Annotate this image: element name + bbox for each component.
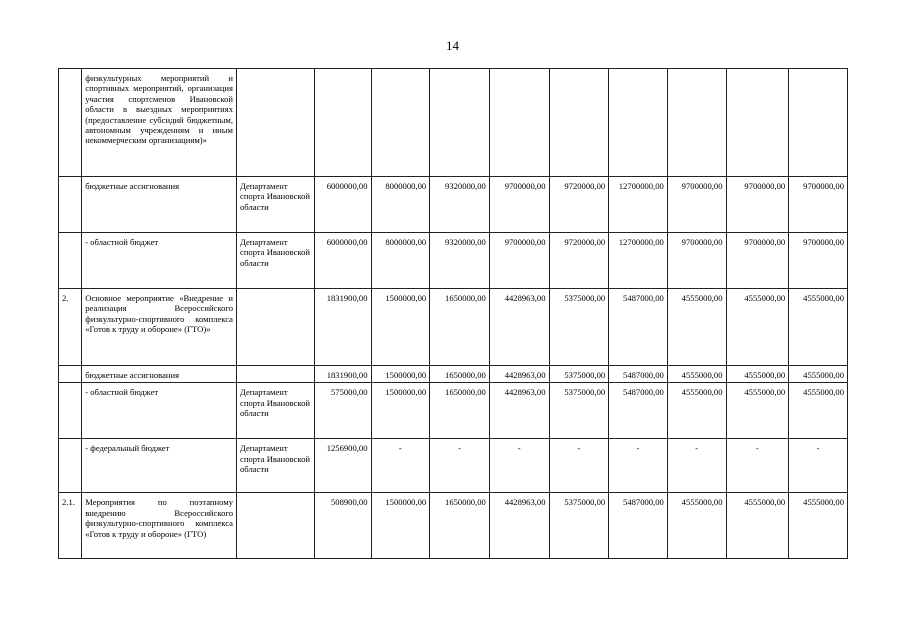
amount-cell: 5487000,00 [609, 289, 668, 366]
page-number: 14 [446, 38, 459, 53]
amount-cell: 9700000,00 [667, 177, 726, 233]
table-row [59, 439, 848, 493]
amount-cell [726, 69, 789, 177]
amount-cell: 4555000,00 [667, 493, 726, 559]
amount-cell: 1500000,00 [371, 289, 430, 366]
description-cell: бюджетные ассигнования [82, 366, 237, 383]
amount-cell: 5375000,00 [549, 366, 609, 383]
amount-cell: 4555000,00 [726, 289, 789, 366]
amount-cell: 9320000,00 [430, 177, 490, 233]
amount-cell: 9700000,00 [789, 177, 848, 233]
row-number-cell [59, 69, 82, 177]
amount-cell: 1650000,00 [430, 493, 490, 559]
amount-cell: 9700000,00 [667, 233, 726, 289]
executor-cell: Департамент спорта Ивановской области [237, 177, 315, 233]
amount-cell: 8000000,00 [371, 233, 430, 289]
amount-cell: 9700000,00 [489, 233, 549, 289]
amount-cell: - [371, 439, 430, 493]
amount-cell: - [667, 439, 726, 493]
executor-cell [237, 493, 315, 559]
amount-cell [789, 69, 848, 177]
amount-cell: 8000000,00 [371, 177, 430, 233]
executor-cell: Департамент спорта Ивановской области [237, 233, 315, 289]
description-cell: - федеральный бюджет [82, 439, 237, 493]
amount-cell: 4555000,00 [789, 383, 848, 439]
amount-cell: 4555000,00 [726, 366, 789, 383]
amount-cell: 1500000,00 [371, 383, 430, 439]
executor-cell [237, 289, 315, 366]
table-row [59, 493, 848, 559]
description-cell: - областной бюджет [82, 383, 237, 439]
amount-cell: 4555000,00 [789, 493, 848, 559]
amount-cell [314, 69, 371, 177]
executor-cell: Департамент спорта Ивановской области [237, 383, 315, 439]
amount-cell: 1831900,00 [314, 289, 371, 366]
table-row [59, 69, 848, 177]
amount-cell: 1831900,00 [314, 366, 371, 383]
amount-cell: 575000,00 [314, 383, 371, 439]
description-cell: бюджетные ассигнования [82, 177, 237, 233]
amount-cell: 6000000,00 [314, 177, 371, 233]
amount-cell: - [430, 439, 490, 493]
row-number-cell: 2.1. [59, 493, 82, 559]
amount-cell [489, 69, 549, 177]
amount-cell: - [726, 439, 789, 493]
amount-cell: 9700000,00 [489, 177, 549, 233]
amount-cell: 4555000,00 [789, 289, 848, 366]
row-number-cell [59, 366, 82, 383]
amount-cell: - [489, 439, 549, 493]
amount-cell: 4555000,00 [789, 366, 848, 383]
description-cell: - областной бюджет [82, 233, 237, 289]
amount-cell: 1650000,00 [430, 289, 490, 366]
amount-cell: 9320000,00 [430, 233, 490, 289]
amount-cell: 5487000,00 [609, 366, 668, 383]
executor-cell [237, 366, 315, 383]
amount-cell: 1650000,00 [430, 366, 490, 383]
row-number-cell [59, 177, 82, 233]
row-number-cell [59, 439, 82, 493]
description-cell: физкультурных мероприятий и спортивных мероприятий, организация участия спортсменов Ивановской области в выездных мероприятиях (предоставление субсидий бюджетным, автономным учреждениям и иным некоммерческим организациям)» [82, 69, 237, 177]
amount-cell: 4555000,00 [667, 366, 726, 383]
amount-cell: 9700000,00 [789, 233, 848, 289]
amount-cell: 12700000,00 [609, 177, 668, 233]
amount-cell: 9700000,00 [726, 233, 789, 289]
amount-cell [549, 69, 609, 177]
amount-cell [667, 69, 726, 177]
amount-cell: 5487000,00 [609, 493, 668, 559]
amount-cell: 1256900,00 [314, 439, 371, 493]
amount-cell: 4428963,00 [489, 383, 549, 439]
table-row [59, 233, 848, 289]
amount-cell: 4428963,00 [489, 289, 549, 366]
amount-cell: 9720000,00 [549, 233, 609, 289]
amount-cell: - [549, 439, 609, 493]
amount-cell: 9700000,00 [726, 177, 789, 233]
amount-cell: 4555000,00 [667, 289, 726, 366]
amount-cell: 5375000,00 [549, 383, 609, 439]
amount-cell: 4428963,00 [489, 493, 549, 559]
executor-cell: Департамент спорта Ивановской области [237, 439, 315, 493]
amount-cell: - [789, 439, 848, 493]
amount-cell: 9720000,00 [549, 177, 609, 233]
description-cell: Мероприятия по поэтапному внедрению Всероссийского физкультурно-спортивного комплекса «Готов к труду и обороне» (ГТО) [82, 493, 237, 559]
amount-cell: - [609, 439, 668, 493]
amount-cell [609, 69, 668, 177]
table-row [59, 366, 848, 383]
amount-cell: 6000000,00 [314, 233, 371, 289]
amount-cell: 4428963,00 [489, 366, 549, 383]
amount-cell: 4555000,00 [726, 493, 789, 559]
amount-cell: 12700000,00 [609, 233, 668, 289]
amount-cell: 1500000,00 [371, 493, 430, 559]
table-row [59, 177, 848, 233]
table-row [59, 383, 848, 439]
amount-cell: 1650000,00 [430, 383, 490, 439]
amount-cell: 508900,00 [314, 493, 371, 559]
row-number-cell [59, 383, 82, 439]
budget-table [58, 68, 848, 559]
amount-cell [430, 69, 490, 177]
row-number-cell: 2. [59, 289, 82, 366]
executor-cell [237, 69, 315, 177]
row-number-cell [59, 233, 82, 289]
amount-cell: 4555000,00 [667, 383, 726, 439]
amount-cell: 5375000,00 [549, 493, 609, 559]
description-cell: Основное мероприятие «Внедрение и реализация Всероссийского физкультурно-спортивного комплекса «Готов к труду и обороне» (ГТО)» [82, 289, 237, 366]
amount-cell: 1500000,00 [371, 366, 430, 383]
amount-cell: 5375000,00 [549, 289, 609, 366]
amount-cell: 5487000,00 [609, 383, 668, 439]
table-row [59, 289, 848, 366]
amount-cell: 4555000,00 [726, 383, 789, 439]
amount-cell [371, 69, 430, 177]
